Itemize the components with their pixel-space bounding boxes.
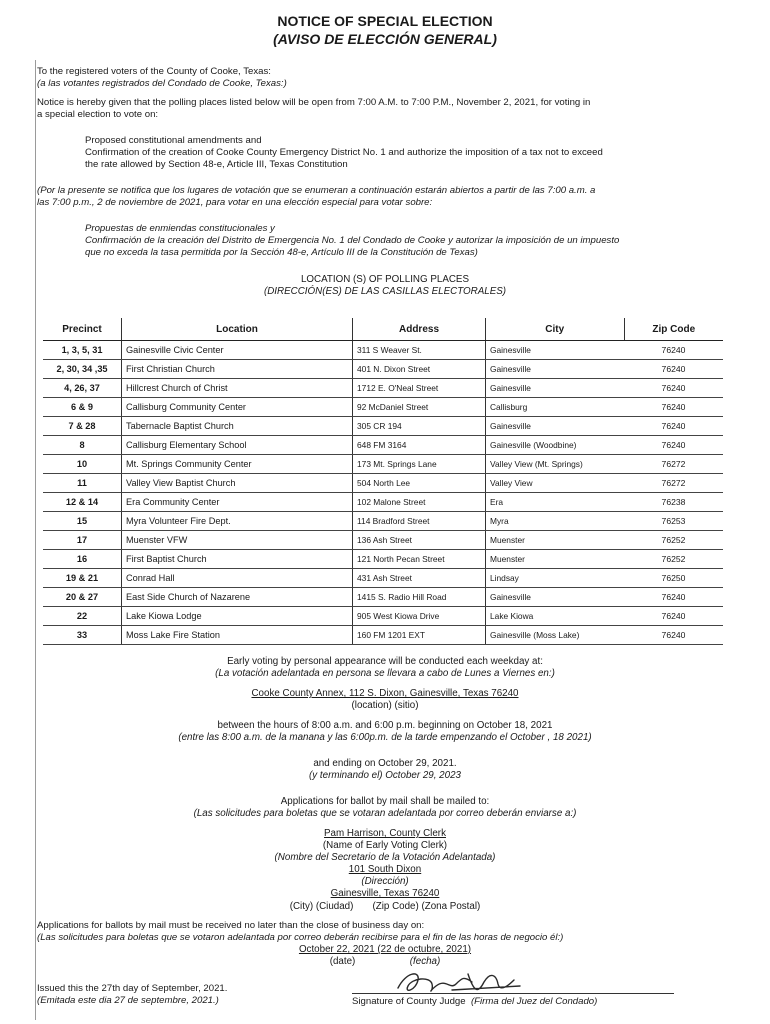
- address-cell: 1415 S. Radio Hill Road: [353, 588, 486, 607]
- city-cell: Myra: [486, 512, 625, 531]
- city-label: (City) (Ciudad): [289, 901, 354, 912]
- early-voting-site: Cooke County Annex, 112 S. Dixon, Gainesville, Texas 76240: [251, 688, 519, 699]
- table-row: [43, 626, 723, 645]
- address-cell: 173 Mt. Springs Lane: [353, 455, 486, 474]
- location-cell: Mt. Springs Community Center: [122, 455, 353, 474]
- address-cell: 648 FM 3164: [353, 436, 486, 455]
- polling-places-table: [43, 318, 723, 645]
- table-row: [43, 341, 723, 360]
- table-row: [43, 360, 723, 379]
- precinct-cell: 16: [43, 550, 122, 569]
- mail-ballot-line: Applications for ballot by mail shall be mailed to:: [280, 796, 490, 807]
- notice-title-es: (AVISO DE ELECCIÓN GENERAL): [273, 31, 497, 47]
- precinct-cell: 19 & 21: [43, 569, 122, 588]
- city-cell: Gainesville: [486, 341, 625, 360]
- signature-label-es: (Firma del Juez del Condado): [470, 996, 598, 1007]
- deadline-date: October 22, 2021 (22 de octubre, 2021): [298, 944, 472, 955]
- table-row: [43, 607, 723, 626]
- location-cell: Lake Kiowa Lodge: [122, 607, 353, 626]
- city-cell: Valley View: [486, 474, 625, 493]
- city-cell: Gainesville: [486, 588, 625, 607]
- column-header-zip: Zip Code: [624, 318, 723, 341]
- proposition-line-1: Proposed constitutional amendments and: [85, 135, 262, 146]
- address-cell: 401 N. Dixon Street: [353, 360, 486, 379]
- precinct-cell: 10: [43, 455, 122, 474]
- city-cell: Muenster: [486, 531, 625, 550]
- early-voting-ending: and ending on October 29, 2021.: [313, 758, 457, 769]
- precinct-cell: 1, 3, 5, 31: [43, 341, 122, 360]
- table-row: [43, 493, 723, 512]
- precinct-cell: 15: [43, 512, 122, 531]
- column-header-address: Address: [353, 318, 486, 341]
- deadline-date-labels: [0, 956, 770, 968]
- precinct-cell: 22: [43, 607, 122, 626]
- proposition-line-2: Confirmation of the creation of Cooke County Emergency District No. 1 and authorize the imposition of a tax not to exceed: [85, 147, 603, 158]
- mail-ballot-line-es: (Las solicitudes para boletas que se votaran adelantada por correo deberán enviarse a:): [193, 808, 577, 819]
- city-cell: Lindsay: [486, 569, 625, 588]
- early-voting-site-label: (location) (sitio): [351, 700, 419, 711]
- precinct-cell: 6 & 9: [43, 398, 122, 417]
- precinct-cell: 4, 26, 37: [43, 379, 122, 398]
- address-cell: 311 S Weaver St.: [353, 341, 486, 360]
- early-voting-ending-es: (y terminando el) October 29, 2023: [309, 770, 461, 781]
- table-row: [43, 569, 723, 588]
- early-voting-hours: between the hours of 8:00 a.m. and 6:00 p.m. beginning on October 18, 2021: [217, 720, 553, 731]
- city-cell: Era: [486, 493, 625, 512]
- zip-cell: 76240: [624, 341, 723, 360]
- precinct-cell: 33: [43, 626, 122, 645]
- location-cell: Muenster VFW: [122, 531, 353, 550]
- address-cell: 1712 E. O'Neal Street: [353, 379, 486, 398]
- city-cell: Gainesville (Moss Lake): [486, 626, 625, 645]
- location-cell: Callisburg Elementary School: [122, 436, 353, 455]
- location-cell: Tabernacle Baptist Church: [122, 417, 353, 436]
- location-cell: Callisburg Community Center: [122, 398, 353, 417]
- precinct-cell: 8: [43, 436, 122, 455]
- early-voting-hours-es: (entre las 8:00 a.m. de la manana y las 6:00p.m. de la tarde empenzando el October , 18 2021): [178, 732, 592, 743]
- location-cell: Era Community Center: [122, 493, 353, 512]
- address-cell: 102 Malone Street: [353, 493, 486, 512]
- city-cell: Callisburg: [486, 398, 625, 417]
- address-cell: 504 North Lee: [353, 474, 486, 493]
- proposition-es-line-3: que no exceda la tasa permitida por la Sección 48-e, Artículo III de la Constitución de Texas): [85, 247, 478, 258]
- signature-line: [352, 993, 674, 994]
- column-header-precinct: Precinct: [43, 318, 122, 341]
- zip-cell: 76252: [624, 531, 723, 550]
- table-header-row: [43, 318, 723, 341]
- zip-cell: 76240: [624, 379, 723, 398]
- table-row: [43, 455, 723, 474]
- zip-cell: 76272: [624, 474, 723, 493]
- clerk-label-es: (Nombre del Secretario de la Votación Adelantada): [274, 852, 496, 863]
- location-cell: Valley View Baptist Church: [122, 474, 353, 493]
- table-row: [43, 588, 723, 607]
- address-cell: 431 Ash Street: [353, 569, 486, 588]
- zip-cell: 76240: [624, 626, 723, 645]
- location-heading: LOCATION (S) OF POLLING PLACES: [300, 274, 470, 285]
- proposition-es-line-1: Propuestas de enmiendas constitucionales y: [85, 223, 275, 234]
- zip-cell: 76253: [624, 512, 723, 531]
- precinct-cell: 17: [43, 531, 122, 550]
- notice-es-line-1: (Por la presente se notifica que los lugares de votación que se enumeran a continuación estarán abiertos a partir de las 7:00 a.m. a: [37, 185, 596, 196]
- column-header-city: City: [486, 318, 625, 341]
- address-cell: 905 West Kiowa Drive: [353, 607, 486, 626]
- deadline-line: Applications for ballots by mail must be received no later than the close of business day on:: [37, 920, 425, 931]
- clerk-city: Gainesville, Texas 76240: [330, 888, 440, 899]
- column-header-location: Location: [122, 318, 353, 341]
- zip-cell: 76238: [624, 493, 723, 512]
- table-row: [43, 474, 723, 493]
- deadline-date-wrap: [0, 944, 770, 956]
- address-cell: 160 FM 1201 EXT: [353, 626, 486, 645]
- addressee: To the registered voters of the County of Cooke, Texas:: [37, 66, 271, 77]
- address-cell: 114 Bradford Street: [353, 512, 486, 531]
- table-row: [43, 379, 723, 398]
- location-cell: Hillcrest Church of Christ: [122, 379, 353, 398]
- clerk-city-labels: [0, 901, 770, 913]
- zip-cell: 76240: [624, 360, 723, 379]
- early-voting-line: Early voting by personal appearance will be conducted each weekday at:: [227, 656, 543, 667]
- fecha-label: (fecha): [409, 956, 441, 967]
- table-row: [43, 512, 723, 531]
- location-cell: First Christian Church: [122, 360, 353, 379]
- location-cell: East Side Church of Nazarene: [122, 588, 353, 607]
- zip-cell: 76240: [624, 436, 723, 455]
- early-voting-site-wrap: [0, 688, 770, 700]
- notice-line-1: Notice is hereby given that the polling places listed below will be open from 7:00 A.M. to 7:00 P.M., November 2, 2021, for voting in: [37, 97, 591, 108]
- city-cell: Gainesville (Woodbine): [486, 436, 625, 455]
- notice-es-line-2: las 7:00 p.m., 2 de noviembre de 2021, para votar en una elección especial para votar sobre:: [37, 197, 433, 208]
- city-cell: Lake Kiowa: [486, 607, 625, 626]
- address-cell: 305 CR 194: [353, 417, 486, 436]
- table-row: [43, 531, 723, 550]
- location-heading-es: (DIRECCIÓN(ES) DE LAS CASILLAS ELECTORALES): [263, 286, 507, 297]
- city-cell: Gainesville: [486, 360, 625, 379]
- address-cell: 136 Ash Street: [353, 531, 486, 550]
- location-cell: Moss Lake Fire Station: [122, 626, 353, 645]
- location-cell: First Baptist Church: [122, 550, 353, 569]
- zip-cell: 76240: [624, 417, 723, 436]
- precinct-cell: 7 & 28: [43, 417, 122, 436]
- table-row: [43, 398, 723, 417]
- clerk-city-wrap: [0, 888, 770, 900]
- address-cell: 121 North Pecan Street: [353, 550, 486, 569]
- addressee-es: (a las votantes registrados del Condado de Cooke, Texas:): [37, 78, 287, 89]
- clerk-street: 101 South Dixon: [348, 864, 422, 875]
- precinct-cell: 2, 30, 34 ,35: [43, 360, 122, 379]
- date-label: (date): [329, 956, 356, 967]
- clerk-label: (Name of Early Voting Clerk): [322, 840, 448, 851]
- precinct-cell: 11: [43, 474, 122, 493]
- zip-cell: 76252: [624, 550, 723, 569]
- proposition-line-3: the rate allowed by Section 48-e, Article III, Texas Constitution: [85, 159, 348, 170]
- deadline-line-es: (Las solicitudes para boletas que se votaron adelantada por correo deberán recibirse para el fin de las horas de negocio él:): [37, 932, 564, 943]
- precinct-cell: 12 & 14: [43, 493, 122, 512]
- city-cell: Gainesville: [486, 417, 625, 436]
- precinct-cell: 20 & 27: [43, 588, 122, 607]
- signature-labels: [352, 996, 674, 1008]
- zip-cell: 76272: [624, 455, 723, 474]
- city-cell: Valley View (Mt. Springs): [486, 455, 625, 474]
- city-cell: Gainesville: [486, 379, 625, 398]
- zip-cell: 76240: [624, 607, 723, 626]
- city-cell: Muenster: [486, 550, 625, 569]
- zip-cell: 76250: [624, 569, 723, 588]
- table-row: [43, 417, 723, 436]
- clerk-street-wrap: [0, 864, 770, 876]
- signature-label: Signature of County Judge: [352, 996, 466, 1007]
- location-cell: Conrad Hall: [122, 569, 353, 588]
- early-voting-line-es: (La votación adelantada en persona se llevara a cabo de Lunes a Viernes en:): [215, 668, 555, 679]
- notice-title: NOTICE OF SPECIAL ELECTION: [277, 13, 493, 29]
- clerk-street-label: (Dirección): [361, 876, 409, 887]
- issued-line-es: (Emitada este dia 27 de septembre, 2021.): [37, 995, 219, 1006]
- table-row: [43, 550, 723, 569]
- clerk-name: Pam Harrison, County Clerk: [324, 828, 446, 839]
- address-cell: 92 McDaniel Street: [353, 398, 486, 417]
- notice-line-2: a special election to vote on:: [37, 109, 159, 120]
- location-cell: Myra Volunteer Fire Dept.: [122, 512, 353, 531]
- location-cell: Gainesville Civic Center: [122, 341, 353, 360]
- clerk-name-wrap: [0, 828, 770, 840]
- zip-cell: 76240: [624, 398, 723, 417]
- zip-cell: 76240: [624, 588, 723, 607]
- zip-label: (Zip Code) (Zona Postal): [372, 901, 481, 912]
- table-row: [43, 436, 723, 455]
- issued-line: Issued this the 27th day of September, 2021.: [37, 983, 228, 994]
- proposition-es-line-2: Confirmación de la creación del Distrito de Emergencia No. 1 del Condado de Cooke y autorizar la imposición de un impuesto: [85, 235, 620, 246]
